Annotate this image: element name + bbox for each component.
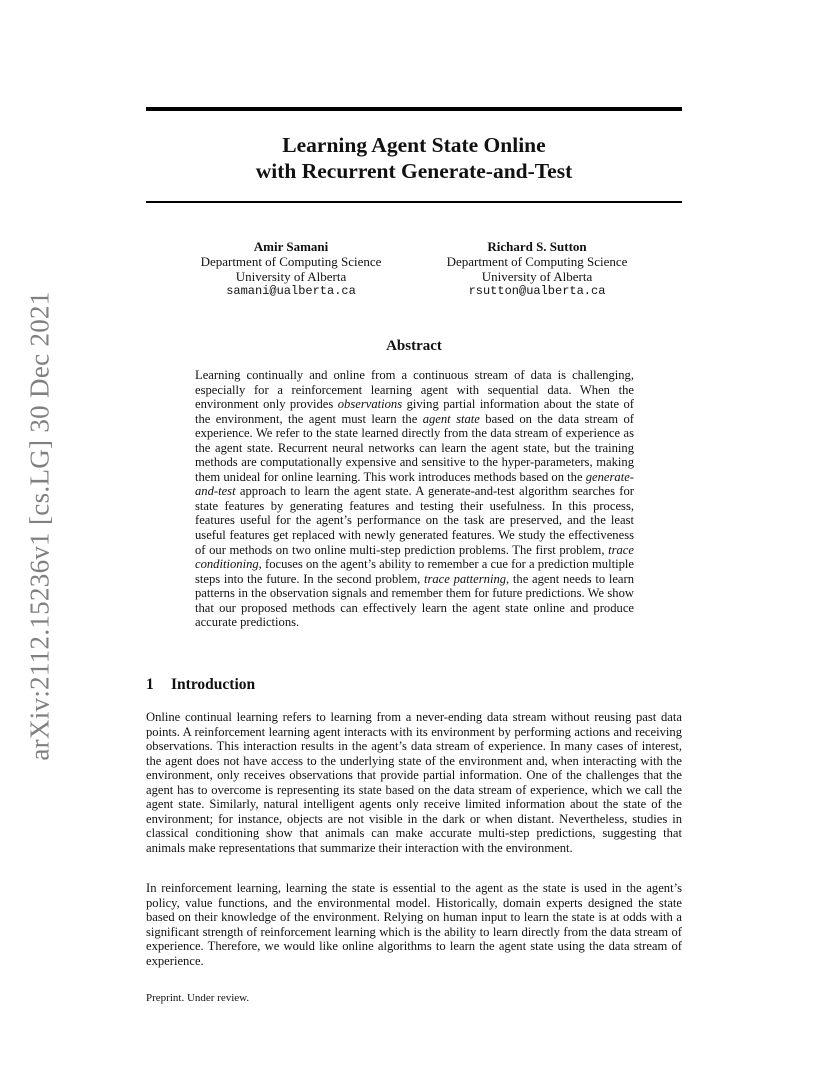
title-line-2: with Recurrent Generate-and-Test — [255, 159, 573, 183]
author-name: Richard S. Sutton — [487, 239, 587, 254]
abstract-heading: Abstract — [386, 338, 442, 354]
abstract-emphasis: trace conditioning — [195, 542, 634, 572]
abstract-emphasis: trace patterning — [423, 571, 507, 586]
author-email[interactable]: rsutton@ualberta.ca — [468, 284, 606, 298]
abstract-emphasis: agent state — [422, 411, 480, 426]
author-university: University of Alberta — [235, 269, 347, 284]
section-heading — [146, 676, 255, 694]
author-name: Amir Samani — [253, 239, 329, 254]
author-department: Department of Computing Science — [446, 254, 628, 269]
title-line-1: Learning Agent State Online — [282, 133, 546, 157]
footer-note: Preprint. Under review. — [146, 992, 250, 1004]
section-title: Introduction — [171, 676, 256, 693]
author-block-2 — [417, 239, 657, 299]
section-number: 1 — [146, 676, 154, 693]
author-block-1 — [171, 239, 411, 299]
author-university: University of Alberta — [481, 269, 593, 284]
arxiv-identifier: arXiv:2112.15236v1 [cs.LG] 30 Dec 2021 — [24, 291, 55, 761]
title-bottom-rule — [146, 201, 682, 203]
body-paragraph: In reinforcement learning, learning the state is essential to the agent as the state is used in the agent’s policy, value functions, and the environmental model. Historically, domain experts designed the state based on their knowledge of the environment. Relying on human input to learn the state is at odds with a significant strength of reinforcement learning which is the ability to learn directly from the data stream of experience. Therefore, we would like online algorithms to learn the agent state using the data stream of experience. — [146, 881, 682, 968]
author-department: Department of Computing Science — [200, 254, 382, 269]
abstract-emphasis: generate-and-test — [195, 469, 634, 499]
body-paragraph: Online continual learning refers to learning from a never-ending data stream without reusing past data points. A reinforcement learning agent interacts with its environment by performing actions and receiving observations. This interaction results in the agent’s data stream of experience. In many cases of interest, the agent does not have access to the underlying state of the environment and, when interacting with the environment, only receives observations that provide partial information. One of the challenges that the agent has to overcome is representing its state based on the data stream of experience, which we call the agent state. Similarly, natural intelligent agents only receive limited information about the state of the environment; for instance, objects are not visible in the dark or when distant. Nevertheless, studies in classical conditioning show that animals can make accurate multi-step predictions, suggesting that animals make representations that summarize their interaction with the environment. — [146, 710, 682, 855]
abstract-emphasis: observations — [337, 397, 403, 412]
abstract-text: Learning continually and online from a continuous stream of data is challenging, especially for a reinforcement learning agent with sequential data. When the environment only provides observations giving partial information about the state of the environment, the agent must learn the agent state based on the data stream of experience. We refer to the state learned directly from the data stream of experience as the agent state. Recurrent neural networks can learn the agent state, but the training methods are computationally expensive and sensitive to the hyper-parameters, making them unideal for online learning. This work introduces methods based on the generate-and-test approach to learn the agent state. A generate-and-test algorithm searches for state features by generating features and testing their usefulness. In this process, features useful for the agent’s performance on the task are preserved, and the least useful features get replaced with newly generated features. We study the effectiveness of our methods on two online multi-step prediction problems. The first problem, trace conditioning, focuses on the agent’s ability to remember a cue for a prediction multiple steps into the future. In the second problem, trace patterning, the agent needs to learn patterns in the observation signals and remember them for future predictions. We show that our proposed methods can effectively learn the agent state online and produce accurate predictions. — [195, 368, 635, 630]
title-top-rule — [146, 107, 682, 111]
paper-title — [146, 132, 682, 184]
author-email[interactable]: samani@ualberta.ca — [226, 284, 356, 298]
